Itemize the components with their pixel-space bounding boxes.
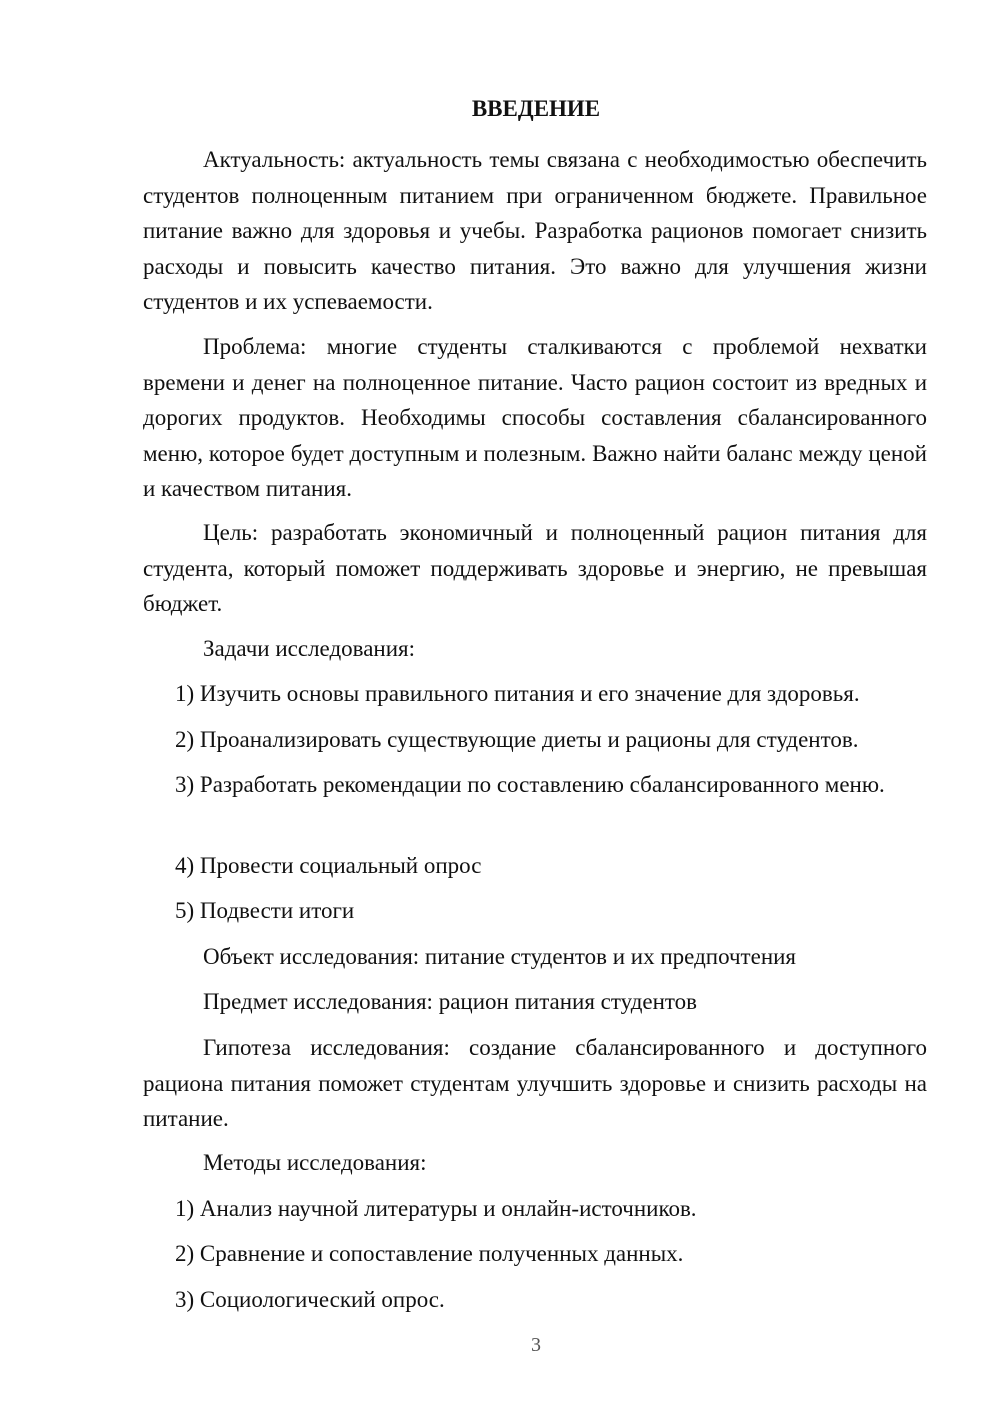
problem-paragraph: Проблема: многие студенты сталкиваются с проблемой нехватки времени и денег на полноценное питание. Часто рацион состоит из вредных и дорогих продуктов. Необходимы способы составления сбалансированного меню, которое будет доступным и полезным. Важно найти баланс между ценой и качеством питания.: [143, 334, 927, 501]
tasks-title: Задачи исследования:: [203, 636, 416, 661]
section-heading: ВВЕДЕНИЕ: [471, 96, 601, 121]
page-number: 3: [531, 1334, 541, 1356]
methods-title: Методы исследования:: [203, 1150, 427, 1175]
task-item: 1) Изучить основы правильного питания и его значение для здоровья.: [175, 681, 860, 706]
object-line: Объект исследования: питание студентов и их предпочтения: [203, 944, 797, 969]
task-item: 5) Подвести итоги: [175, 898, 355, 923]
method-item: 2) Сравнение и сопоставление полученных данных.: [175, 1241, 684, 1266]
goal-paragraph: Цель: разработать экономичный и полноценный рацион питания для студента, который поможет поддерживать здоровье и энергию, не превышая бюджет.: [143, 520, 927, 616]
relevance-paragraph: Актуальность: актуальность темы связана с необходимостью обеспечить студентов полноценным питанием при ограниченном бюджете. Правильное питание важно для здоровья и учебы. Разработка рационов помогает снизить расходы и повысить качество питания. Это важно для улучшения жизни студентов и их успеваемости.: [143, 147, 927, 314]
task-item: 4) Провести социальный опрос: [175, 853, 482, 878]
subject-line: Предмет исследования: рацион питания студентов: [203, 989, 698, 1014]
method-item: 3) Социологический опрос.: [175, 1287, 445, 1312]
task-item: 2) Проанализировать существующие диеты и рационы для студентов.: [175, 727, 859, 752]
task-item: 3) Разработать рекомендации по составлению сбалансированного меню.: [175, 772, 885, 797]
hypothesis-paragraph: Гипотеза исследования: создание сбалансированного и доступного рациона питания поможет студентам улучшить здоровье и снизить расходы на питание.: [143, 1035, 927, 1131]
method-item: 1) Анализ научной литературы и онлайн-источников.: [175, 1196, 697, 1221]
